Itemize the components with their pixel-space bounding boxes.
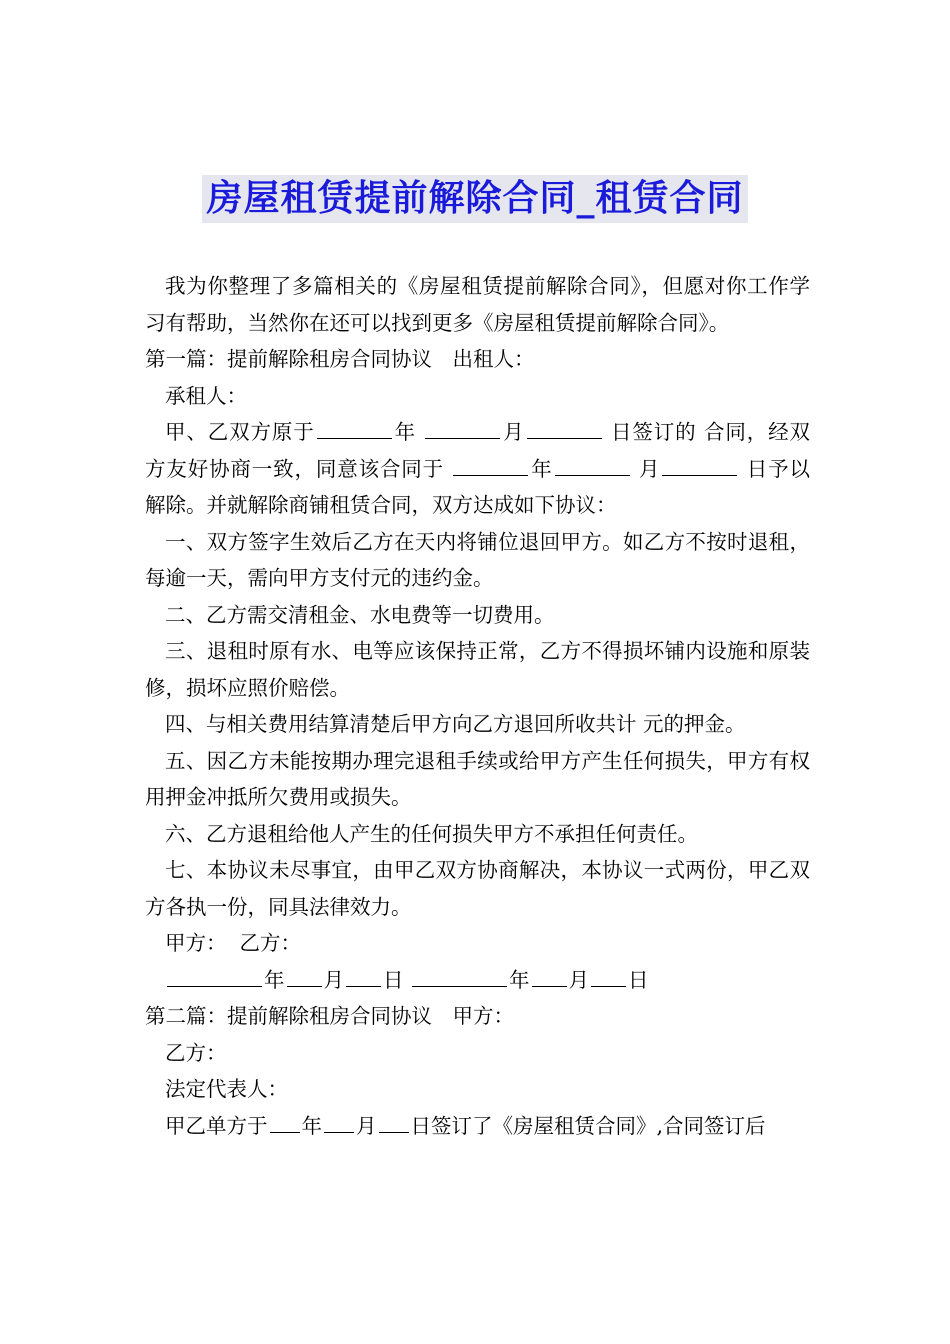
clause-2: 二、乙方需交清租金、水电费等一切费用。 xyxy=(165,602,555,627)
blank-line xyxy=(662,454,737,476)
part2-heading: 第二篇：提前解除租房合同协议 甲方： xyxy=(145,1004,514,1028)
blank-line xyxy=(287,965,322,987)
title-area xyxy=(0,175,950,223)
clause-6: 六、乙方退租给他人产生的任何损失甲方不承担任何责任。 xyxy=(165,821,698,846)
clause-5: 五、因乙方未能按期办理完退租手续或给甲方产生任何损失，甲方有权用押金冲抵所欠费用或损失。 xyxy=(145,748,810,809)
part2-party-b: 乙方： xyxy=(165,1040,227,1065)
date-year-label: 年 xyxy=(264,967,285,992)
blank-line xyxy=(532,965,567,987)
blank-line xyxy=(346,965,381,987)
clause-3: 三、退租时原有水、电等应该保持正常，乙方不得损坏铺内设施和原装修，损坏应照价赔偿。 xyxy=(145,639,810,700)
blank-line xyxy=(379,1111,409,1133)
date-day-label-2: 日 xyxy=(628,967,649,992)
part1-agreement-paragraph xyxy=(145,414,810,524)
clause-7: 七、本协议未尽事宜，由甲乙双方协商解决，本协议一式两份，甲乙双方各执一份，同具法律效力。 xyxy=(145,858,810,919)
part2-sign-month: 月 xyxy=(356,1113,377,1138)
blank-line xyxy=(317,418,392,440)
blank-line xyxy=(425,418,500,440)
part2-sign-text-b: 日签订了《房屋租赁合同》,合同签订后 xyxy=(410,1113,766,1138)
blank-line xyxy=(453,454,528,476)
blank-line xyxy=(555,454,630,476)
date-month-label: 月 xyxy=(323,967,344,992)
agreement-text-b: 日签订的 合同，经双方友好协商一致，同意该合同于 xyxy=(145,420,810,481)
agreement-month: 月 xyxy=(502,420,525,444)
signature-date-line xyxy=(145,962,810,999)
blank-line xyxy=(591,965,626,987)
part2-sign-text-a: 甲乙单方于 xyxy=(165,1113,268,1138)
date-month-label-2: 月 xyxy=(568,967,590,992)
date-day-label: 日 xyxy=(383,967,404,992)
document-body xyxy=(145,268,810,1144)
blank-line xyxy=(324,1111,354,1133)
date-year-label-2: 年 xyxy=(509,967,530,992)
intro-paragraph: 我为你整理了多篇相关的《房屋租赁提前解除合同》，但愿对你工作学习有帮助，当然你在还可以找到更多《房屋租赁提前解除合同》。 xyxy=(145,274,810,335)
agreement-year-2: 年 xyxy=(530,456,553,481)
blank-line xyxy=(270,1111,300,1133)
signers-line: 甲方： 乙方： xyxy=(165,931,302,955)
blank-line xyxy=(527,418,602,440)
agreement-month-2: 月 xyxy=(639,456,661,481)
document-title: 房屋租赁提前解除合同_租赁合同 xyxy=(202,175,747,223)
part2-legal-rep: 法定代表人： xyxy=(165,1077,288,1101)
part2-sign-line xyxy=(145,1108,810,1145)
clause-1: 一、双方签字生效后乙方在天内将铺位退回甲方。如乙方不按时退租，每逾一天，需向甲方支付元的违约金。 xyxy=(145,529,810,590)
part1-tenant-line: 承租人： xyxy=(165,383,247,408)
part2-sign-year: 年 xyxy=(301,1113,322,1138)
agreement-text-c: 日予以解除。并就解除商铺租赁合同，双方达成如下协议： xyxy=(145,456,810,517)
blank-line xyxy=(167,965,262,987)
part1-heading: 第一篇：提前解除租房合同协议 出租人： xyxy=(145,347,535,371)
agreement-text-a: 甲、乙双方原于 xyxy=(165,420,315,444)
clause-4: 四、与相关费用结算清楚后甲方向乙方退回所收共计 元的押金。 xyxy=(165,712,746,736)
agreement-year: 年 xyxy=(393,420,416,444)
blank-line xyxy=(412,965,507,987)
